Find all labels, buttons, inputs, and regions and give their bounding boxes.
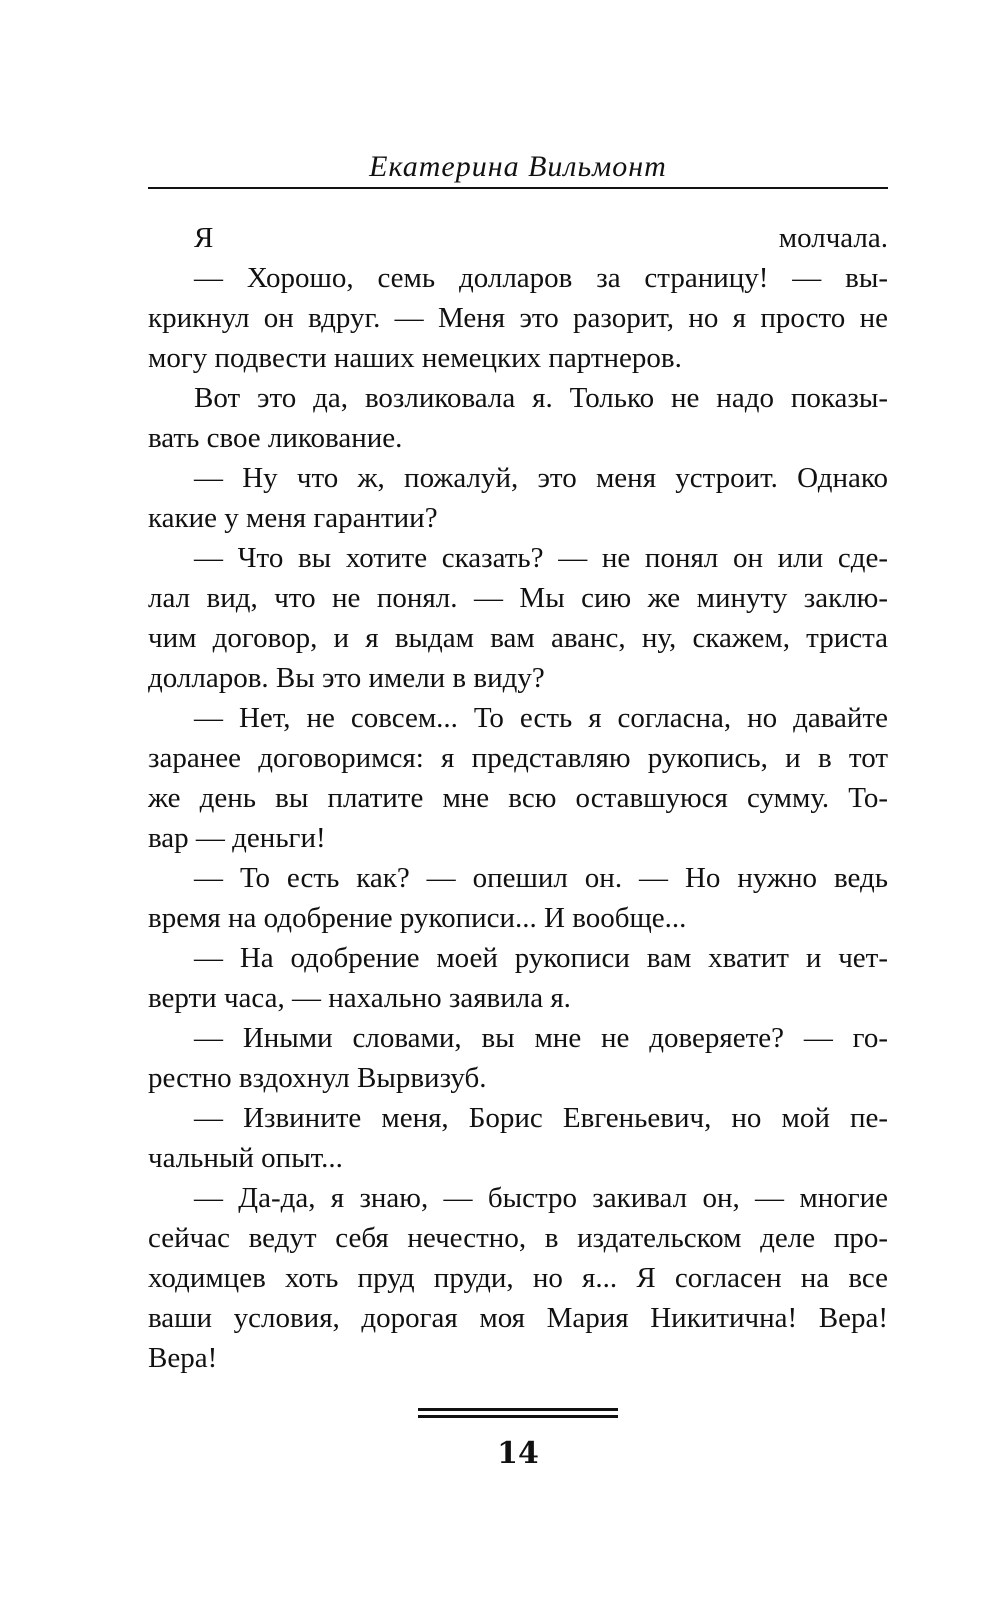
text-line: — То есть как? — опешил он. — Но нужно ведь	[194, 862, 888, 894]
text-line: лал вид, что не понял. — Мы сию же минуту заклю-	[148, 582, 888, 614]
text-line: рестно вздохнул Вырвизуб.	[148, 1062, 487, 1094]
page-body-text	[148, 218, 888, 1378]
text-line: Вера!	[148, 1342, 218, 1374]
text-line: же день вы платите мне всю оставшуюся сумму. То-	[148, 782, 888, 814]
page-number: 14	[497, 1436, 539, 1471]
text-line: вать свое ликование.	[148, 422, 403, 454]
text-line: вар — деньги!	[148, 822, 326, 854]
text-line: — Ну что ж, пожалуй, это меня устроит. Однако	[194, 462, 888, 494]
text-line: чальный опыт...	[148, 1142, 343, 1174]
text-line: Вот это да, возликовала я. Только не надо показы-	[194, 382, 888, 414]
text-line: верти часа, — нахально заявила я.	[148, 982, 571, 1014]
text-line: сейчас ведут себя нечестно, в издательском деле про-	[148, 1222, 888, 1254]
text-line: — Что вы хотите сказать? — не понял он или сде-	[194, 542, 888, 574]
text-line: какие у меня гарантии?	[148, 502, 438, 534]
text-line: — Хорошо, семь долларов за страницу! — вы-	[194, 262, 888, 294]
header-divider	[148, 187, 888, 189]
footer-divider-bottom	[418, 1415, 618, 1418]
footer-divider-top	[418, 1408, 618, 1411]
text-line: чим договор, и я выдам вам аванс, ну, скажем, триста	[148, 622, 888, 654]
text-line: могу подвести наших немецких партнеров.	[148, 342, 682, 374]
text-line: Я молчала.	[194, 222, 888, 254]
text-line: — Иными словами, вы мне не доверяете? — го-	[194, 1022, 888, 1054]
text-line: время на одобрение рукописи... И вообще...	[148, 902, 687, 934]
text-line: ваши условия, дорогая моя Мария Никитична! Вера!	[148, 1302, 888, 1334]
text-line: — Нет, не совсем... То есть я согласна, но давайте	[194, 702, 888, 734]
text-line: — На одобрение моей рукописи вам хватит и чет-	[194, 942, 888, 974]
running-header-author: Екатерина Вильмонт	[369, 150, 667, 183]
text-line: ходимцев хоть пруд пруди, но я... Я согласен на все	[148, 1262, 888, 1294]
text-line: крикнул он вдруг. — Меня это разорит, но я просто не	[148, 302, 888, 334]
text-line: — Да-да, я знаю, — быстро закивал он, — многие	[194, 1182, 888, 1214]
text-line: — Извините меня, Борис Евгеньевич, но мой пе-	[194, 1102, 888, 1134]
text-line: заранее договоримся: я представляю рукопись, и в тот	[148, 742, 888, 774]
text-line: долларов. Вы это имели в виду?	[148, 662, 545, 694]
